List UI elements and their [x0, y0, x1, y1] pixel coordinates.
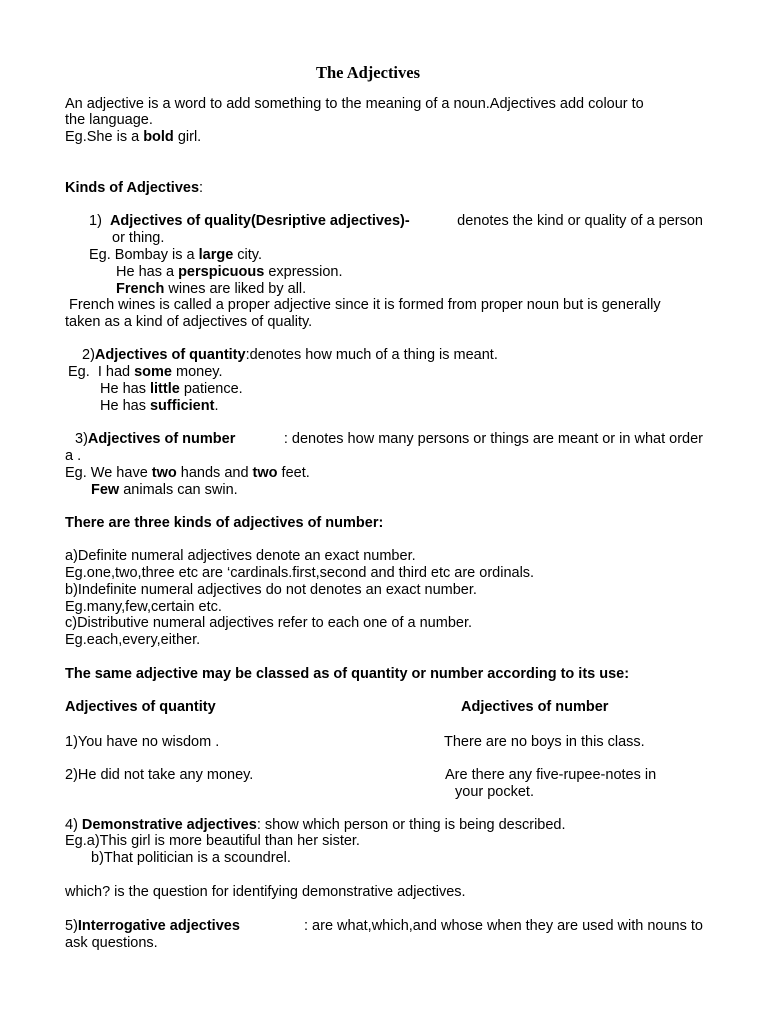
three-kinds-line: a)Definite numeral adjectives denote an exact number. [65, 548, 416, 564]
demonstrative-example-1: Eg.a)This girl is more beautiful than her sister. [65, 833, 360, 849]
same-adjective-heading: The same adjective may be classed as of quantity or number according to its use: [65, 666, 630, 682]
number-example-1: Eg. We have two hands and two feet. [65, 465, 310, 481]
demonstrative-question: which? is the question for identifying demonstrative adjectives. [65, 884, 466, 900]
number-example-2: Few animals can swin. [91, 482, 238, 498]
compare-col-number-heading: Adjectives of number [461, 699, 609, 715]
page-title: The Adjectives [315, 63, 421, 82]
compare-row-2-right-cont: your pocket. [455, 784, 534, 800]
quantity-example-1: Eg. I had some money. [68, 364, 223, 380]
number-heading: 3)Adjectives of number : denotes how many persons or things are meant or in what order [75, 431, 703, 447]
three-kinds-line: c)Distributive numeral adjectives refer to each one of a number. [65, 615, 473, 631]
quantity-example-2: He has little patience. [100, 381, 243, 397]
interrogative-heading: 5)Interrogative adjectives : are what,which,and whose when they are used with nouns to [65, 918, 703, 934]
three-kinds-line: Eg.one,two,three etc are ‘cardinals.first,second and third etc are ordinals. [65, 565, 535, 581]
three-kinds-line: Eg.each,every,either. [65, 632, 201, 648]
intro-example: Eg.She is a bold girl. [65, 129, 202, 145]
interrogative-cont: ask questions. [65, 935, 158, 951]
quantity-example-3: He has sufficient. [100, 398, 219, 414]
quality-heading: 1) Adjectives of quality(Desriptive adjectives)- denotes the kind or quality of a person [89, 213, 703, 229]
compare-row-1-left: 1)You have no wisdom . [65, 734, 220, 750]
three-kinds-line: Eg.many,few,certain etc. [65, 599, 222, 615]
compare-col-quantity-heading: Adjectives of quantity [65, 699, 216, 715]
demonstrative-heading: 4) Demonstrative adjectives: show which person or thing is being described. [65, 817, 566, 833]
quality-example-3: French wines are liked by all. [116, 281, 307, 297]
demonstrative-example-2: b)That politician is a scoundrel. [91, 850, 291, 866]
quality-note-2: taken as a kind of adjectives of quality. [65, 314, 313, 330]
compare-row-1-right: There are no boys in this class. [444, 734, 645, 750]
three-kinds-line: b)Indefinite numeral adjectives do not denotes an exact number. [65, 582, 477, 598]
quality-cont: or thing. [112, 230, 165, 246]
intro-line-1: An adjective is a word to add something to the meaning of a noun.Adjectives add colour to [65, 96, 644, 112]
compare-row-2-left: 2)He did not take any money. [65, 767, 254, 783]
quantity-heading: 2)Adjectives of quantity:denotes how much of a thing is meant. [82, 347, 498, 363]
compare-row-2-right: Are there any five-rupee-notes in [445, 767, 657, 783]
number-cont: a . [65, 448, 82, 464]
quality-example-2: He has a perspicuous expression. [116, 264, 343, 280]
three-kinds-heading: There are three kinds of adjectives of number: [65, 515, 384, 531]
quality-example-1: Eg. Bombay is a large city. [89, 247, 263, 263]
quality-note-1: French wines is called a proper adjective since it is formed from proper noun but is generally [65, 297, 661, 313]
kinds-heading: Kinds of Adjectives: [65, 180, 204, 196]
intro-line-2: the language. [65, 112, 153, 128]
